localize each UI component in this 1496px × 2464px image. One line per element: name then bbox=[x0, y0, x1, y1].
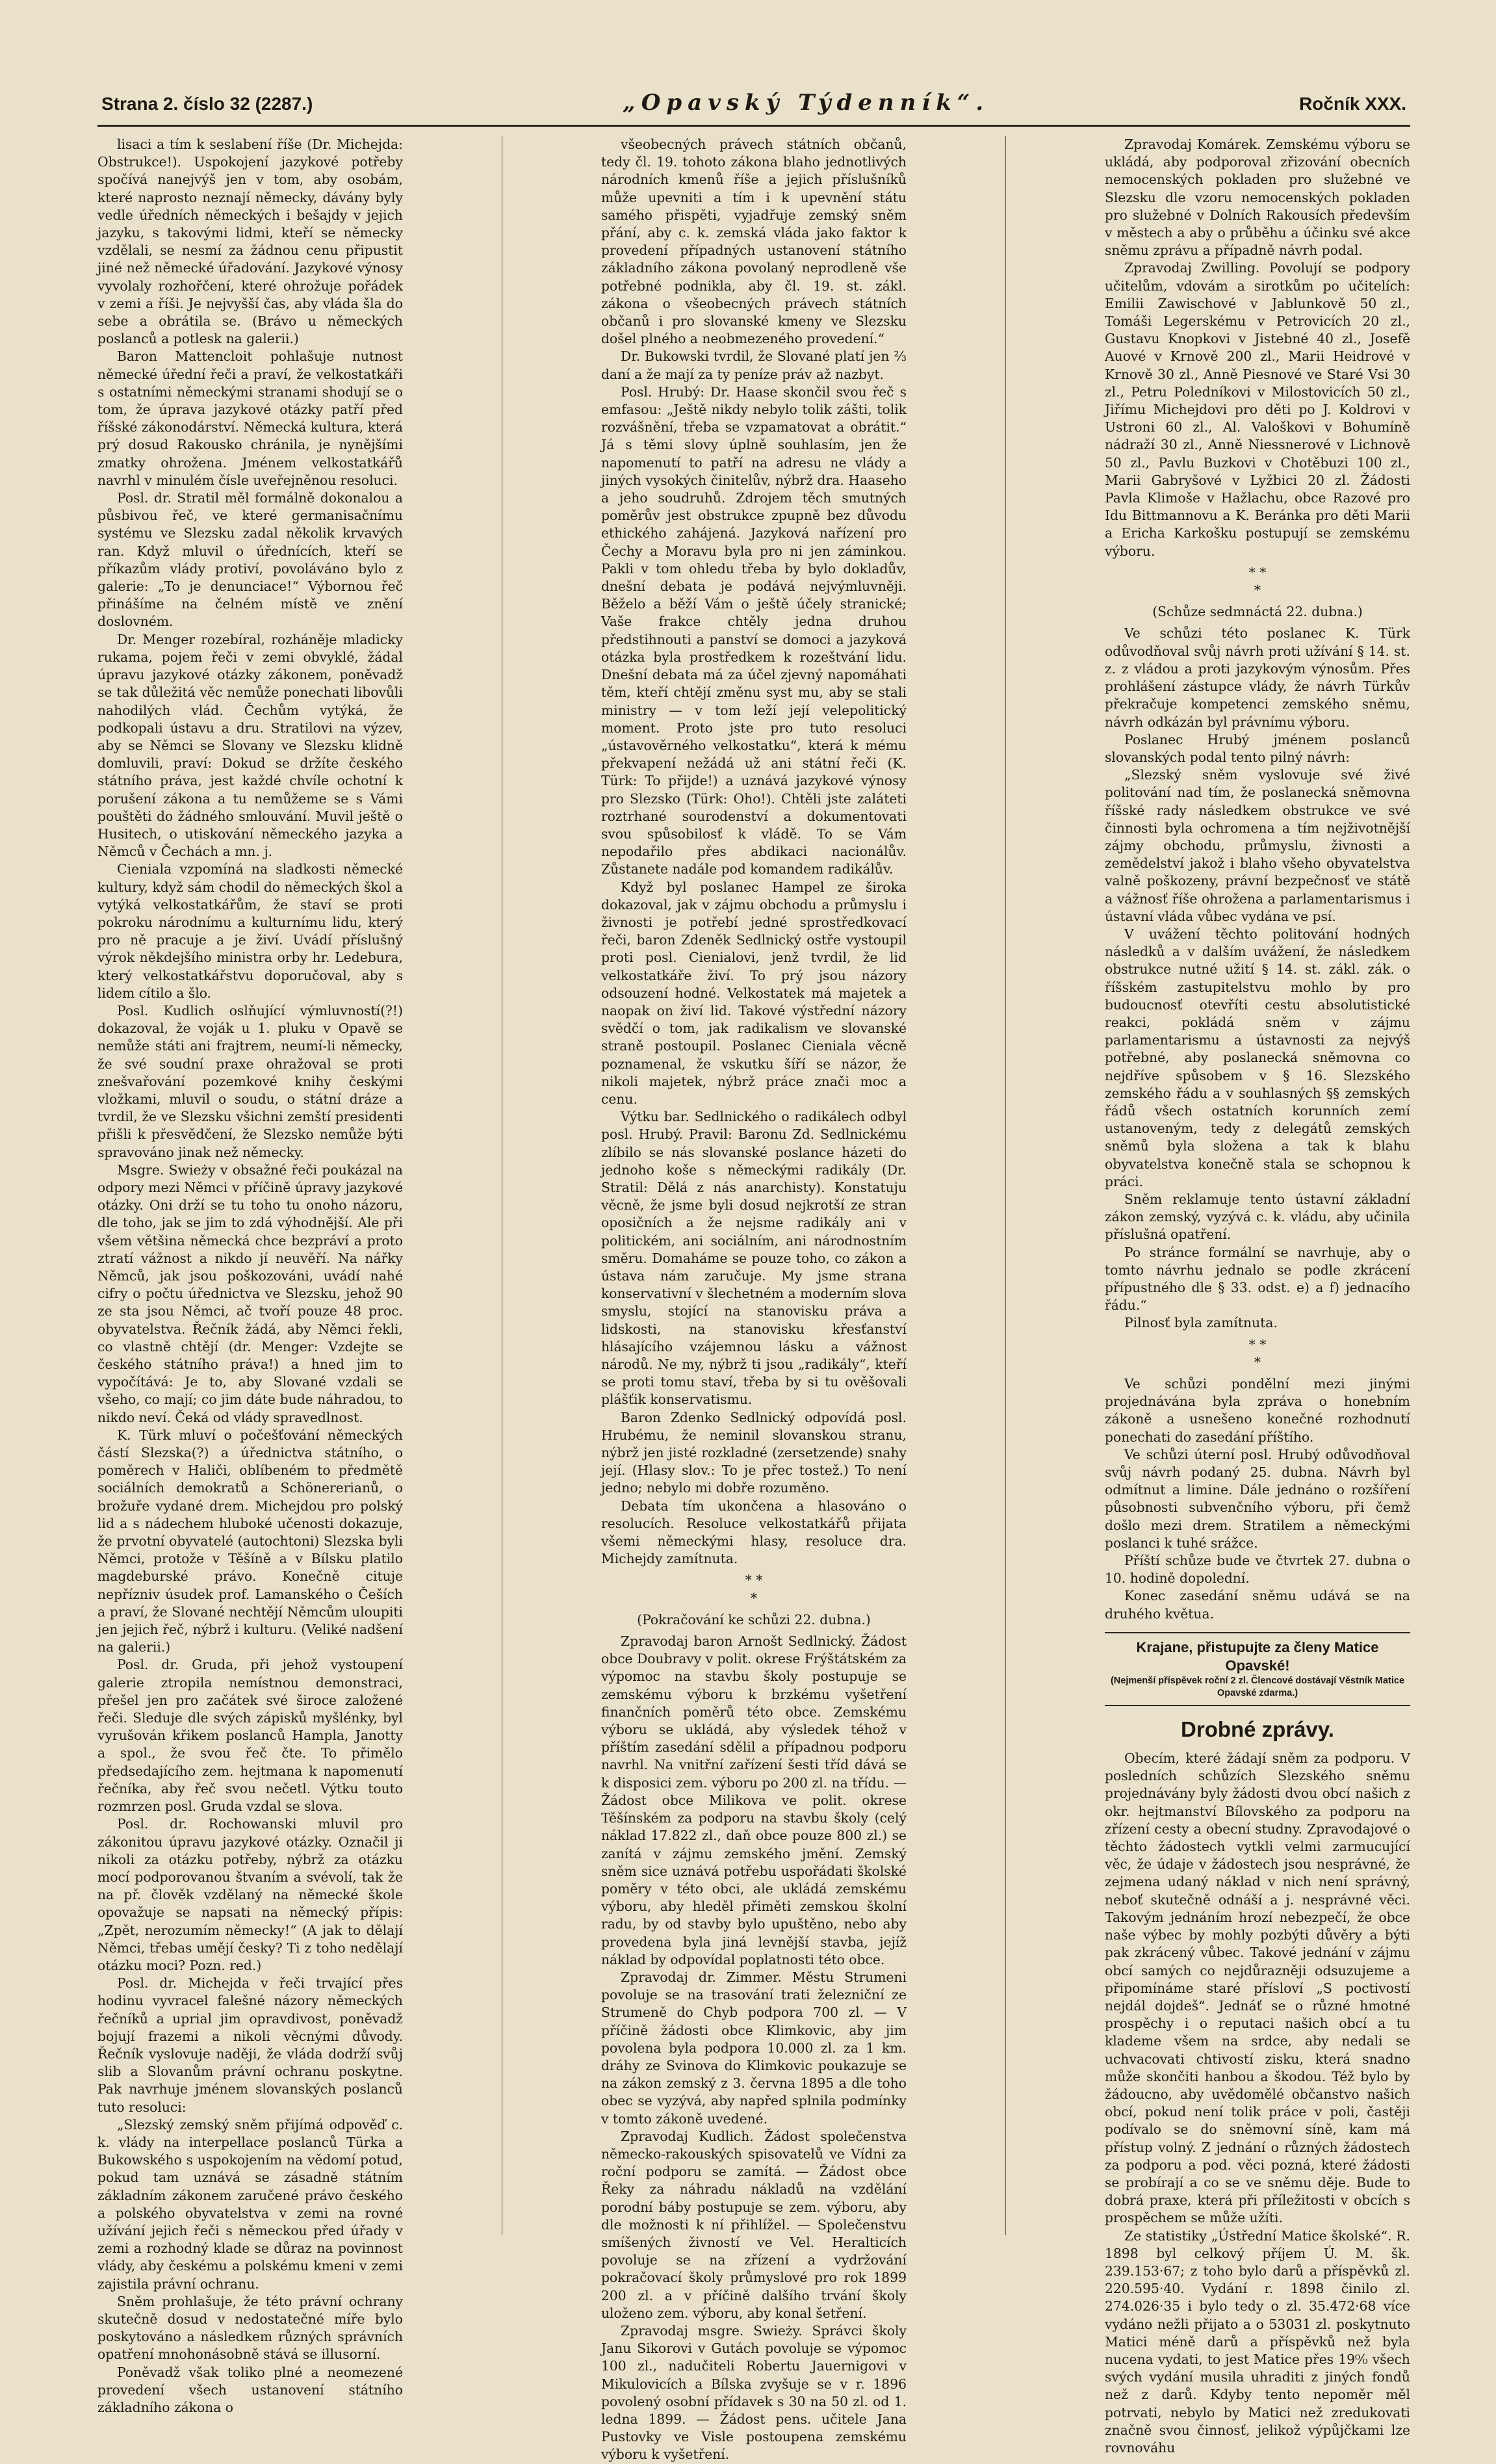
paragraph: Posl. dr. Rochowanski mluvil pro zákonitou úpravu jazykové otázky. Označil ji nikoli za otázku potřeby, nýbrž za otázku mocí podporovanou štvaním a svévolí, tak že na př. člověk vzdělaný na německé škole opovažuje se napsati na německý přípis: „Zpět, nerozumím německy!“ (A jak to dělají Němci, třebas umějí česky? Ti z toho nedělají otázku moci? Pozn. red.) bbox=[97, 1816, 403, 1973]
paragraph: lisaci a tím k seslabení říše (Dr. Michejda: Obstrukce!). Uspokojení jazykové potřeby spočívá nanejvýš jen v tom, aby osobám, které naprosto neznají německy, dávány byly vedle úředních německých i bešajdy v jejich jazyku, s takovými lidmi, kteří se německy vzdělali, se nesmí za žádnou cenu připustit jiné než německé úřadování. Jazykové výnosy vyvolaly rozhořčení, které ohrožuje pořádek v zemi a říši. Je nejvyšší čas, aby vláda šla do sebe a obrátila se. (Brávo u německých poslanců a potlesk na galerii.) bbox=[97, 136, 403, 347]
paragraph: Dr. Menger rozebíral, rozháněje mladicky rukama, pojem řeči v zemi obvyklé, žádal úpravu jazykové otázky zákonem, poněvadž se tak důležitá věc nemůže ponechati libovůli nahodilých vlád. Čechům vytýká, že podkopali ústavu a dru. Stratilovi na výzev, aby se Němci se Slovany ve Slezsku klidně domluvili, praví: Dokud se držíte českého státního práva, jest každé chvíle ochotní k porušení zákona a tu nemůžeme se s Vámi pouštěti do žádného smlouvání. Muvil ještě o Husitech, o utiskování německého jazyka a Němců v Čechách a mn. j. bbox=[97, 631, 403, 860]
paragraph: Zpravodaj Komárek. Zemskému výboru se ukládá, aby podporoval zřizování obecních nemocenských pokladen pro služebné ve Slezsku dle vzoru nemocenských pokladen pro služebné v Dolních Rakousích především v městech a aby o průběhu a účinku své akce sněmu zprávu a případně návrh podal. bbox=[1105, 136, 1410, 259]
column-3-lower bbox=[1105, 1750, 1410, 2457]
section-heading: Drobné zprávy. bbox=[1181, 1717, 1334, 1741]
column-3 bbox=[1105, 136, 1410, 2456]
paragraph: (Schůze sedmnáctá 22. dubna.) bbox=[1152, 604, 1363, 620]
paragraph: Ve schůzi pondělní mezi jinými projednávána byla zpráva o honebním zákoně a usnešeno konečné rozhodnutí ponechati do zasedání příštího. bbox=[1105, 1376, 1410, 1445]
paragraph: Ve schůzi úterní posl. Hrubý odůvodňoval svůj návrh podaný 25. dubna. Návrh byl odmítnut a limine. Dále jednáno o rozšíření působnosti subvenčního výboru, při čemž došlo mezi drem. Stratilem a německými poslanci k tuhé srážce. bbox=[1105, 1446, 1410, 1551]
paragraph: Výtku bar. Sedlnického o radikálech odbyl posl. Hrubý. Pravil: Baronu Zd. Sedlnickému zlíbilo se nás slovanské poslance házeti do jednoho koše s německými radikály (Dr. Stratil: Dělá z nás anarchisty). Konstatuju věcně, že jsme byli dosud nejkrotší ze stran oposičních a že nejsme radikály ani v politickém, ani sociálním, ani národnostním směru. Domaháme se pouze toho, co zákon a ústava nám zaručuje. My jsme strana konservativní v šlechetném a moderním slova smyslu, stojící na stanovisku práva a lidskosti, na stanovisku křesťanství hlásajícího vzájemnou lásku a vážnost národů. Ne my, nýbrž ti jsou „radikály“, kteří se proti tomu staví, třeba by si tu ověšovali plášťik konservatismu. bbox=[601, 1109, 907, 1408]
newspaper-page bbox=[97, 90, 1410, 2463]
article-columns bbox=[97, 136, 1410, 2463]
column-3-upper bbox=[1105, 136, 1410, 1623]
paragraph: „Slezský zemský sněm přijímá odpověď c. k. vlády na interpellace poslanců Türka a Bukowského s uspokojením na vědomí potud, pokud tam uznává se zásadně státním základním zákonem zaručené právo českého a polského obyvatelstva v zemi na rovné užívání jejich řeči s německou před úřady v zemi a rozhodný klade se důraz na povinnost vlády, aby českému a polskému kmeni v zemi zajistila právní ochranu. bbox=[97, 2116, 403, 2292]
paragraph: Posl. dr. Michejda v řeči trvající přes hodinu vyvracel falešné názory německých řečníků a uprial jim opravdivost, poněvadž bojují frazemi a nikoli věcnými důvody. Řečník vyslovuje naději, že vláda dodrží svůj slib a Slovanům právní ochranu poskytne. Pak navrhuje jménem slovanských poslanců tuto resoluci: bbox=[97, 1975, 403, 2115]
paragraph: K. Türk mluví o počešťování německých částí Slezska(?) a úřednictva státního, o poměrech v Haliči, oblíbeném to předmětě sociálních demokratů a Schönererianů, o brožuře vydané drem. Michejdou pro polský lid a s nádechem hluboké učenosti dokazuje, že prvotní obyvatelé (autochtoni) Slezska byli Němci, protože v Těšíně a v Bílsku platilo magdeburské právo. Konečně cituje nepřízniv úsudek prof. Lamanského o Češích a praví, že Slované nechtějí Němcům uloupiti jen jejich řeč, nýbrž i kulturu. (Veliké nadšení na galerii.) bbox=[97, 1427, 403, 1655]
page-header bbox=[97, 90, 1410, 127]
paragraph: Ve schůzi této poslanec K. Türk odůvodňoval svůj návrh proti užívání § 14. st. z. z vládou a proti jazykovým výnosům. Přes prohlášení zástupce vlády, že návrh Türkův překračuje kompetenci zemského sněmu, návrh odkázán byl právnímu výboru. bbox=[1105, 625, 1410, 730]
paragraph: Zpravodaj dr. Zimmer. Městu Strumeni povoluje se na trasování trati železniční ze Strumeně do Chyb podpora 700 zl. — V příčině žádosti obce Klimkovic, aby jim povolena byla podpora 10.000 zl. za 1 km. dráhy ze Svinova do Klimkovic poukazuje se na zákon zemský z 3. června 1895 a dle toho obec se vyzývá, aby napřed splnila podmínky v tomto zákoně uvedené. bbox=[601, 1969, 907, 2127]
paragraph: Ze statistiky „Ústřední Matice školské“. R. 1898 byl celkový příjem Ú. M. šk. 239.153·67; z toho bylo darů a příspěvků zl. 220.595·40. Vydání r. 1898 činilo zl. 274.026·35 i bylo tedy o zl. 35.472·68 více vydáno nežli přijato a o 53031 zl. poskytnuto Matici méně darů a příspěvků než byla nucena vydati, to jest Matice přes 19⁰⁄₀ všech svých vydání musila uhraditi z jiných fondů než z darů. Kdyby tento nepoměr měl potrvati, nebylo by Matici než zredukovati značně svou činnosť, jelikož výpůjčkami lze rovnováhu bbox=[1105, 2227, 1410, 2456]
notice-title: Krajane, přistupujte za členy Matice Opavské! bbox=[1136, 1639, 1379, 1674]
paragraph: * * * bbox=[745, 1572, 763, 1606]
paragraph: Baron Zdenko Sedlnický odpovídá posl. Hrubému, že neminil slovanskou stranu, nýbrž jen jisté rozkladné (zersetzende) snahy její. (Hlasy slov.: To je přec tostež.) To není jedno; nebylo mi dobře rozuměno. bbox=[601, 1409, 907, 1496]
page-number: Strana 2. číslo 32 (2287.) bbox=[101, 94, 313, 114]
paragraph: (Pokračování ke schůzi 22. dubna.) bbox=[637, 1611, 871, 1628]
paragraph: Konec zasedání sněmu udává se na druhého květua. bbox=[1105, 1588, 1410, 1622]
paragraph: Dr. Bukowski tvrdil, že Slované platí jen ⅔ daní a že mají za ty peníze práv až nazbyt. bbox=[601, 348, 907, 382]
paragraph: „Slezský sněm vyslovuje své živé politování nad tím, že poslanecká sněmovna říšské rady následkem obstrukce ve své činnosti byla ochromena a tím nejživotnější zájmy obchodu, průmyslu, živnosti a zemědelství jakož i blaho všeho obyvatelstva valně poškozeny, právní bezpečnosť ve státě a vážnosť říše ohrožena a parlamentarismus i ústavní vláda vůbec vydána ve psí. bbox=[1105, 767, 1410, 924]
paragraph: Příští schůze bude ve čtvrtek 27. dubna o 10. hodině dopolední. bbox=[1105, 1553, 1410, 1587]
paragraph: Debata tím ukončena a hlasováno o resolucích. Resoluce velkostatkářů přijata všemi německými hlasy, resoluce dra. Michejdy zamítnuta. bbox=[601, 1498, 907, 1567]
paragraph: Zpravodaj baron Arnošt Sedlnický. Žádost obce Doubravy v polit. okrese Frýštátském za výpomoc na stavbu školy postupuje se zemskému výboru k brzkému vyšetření finančních poměrů této obce. Zemskému výboru se ukládá, aby výsledek téhož v příštím zasedání sdělil a případnou podporu navrhl. Na vnitřní zařízení šesti tříd dává se k disposici zem. výboru po 200 zl. na třídu. — Žádost obce Milikova ve polit. okrese Těšínském za podporu na stavbu školy (celý náklad 17.822 zl., daň obce pouze 800 zl.) se zanítá v zájmu zemského jmění. Zemský sněm sice uznává potřebu uspořádati školské poměry v této obci, ale ukládá zemskému výboru, aby hleděl přiměti zemskou školní radu, by od stavby bylo upuštěno, nebo aby provedena byla jiná levnější stavba, jejíž náklad by odpovídal poplatnosti této obce. bbox=[601, 1633, 907, 1967]
column-2 bbox=[601, 136, 907, 2463]
volume-number: Ročník XXX. bbox=[1299, 94, 1406, 114]
paragraph: Zpravodaj Kudlich. Žádost společenstva německo-rakouských spisovatelů ve Vídni za roční podporu se zamítá. — Žádost obce Řeky za náhradu nákladů na vzdělání porodní báby postupuje se zem. výboru, aby dle možnosti k ní přihlížel. — Společenstvu smíšených živností ve Vel. Heralticích povoluje se na zřízení a vydržování pokračovací školy průmyslové pro rok 1899 200 zl. a v příčině dalšího trvání školy uloženo zem. výboru, aby konal šetření. bbox=[601, 2128, 907, 2321]
paragraph: Baron Mattencloit pohlašuje nutnost německé úřední řeči a praví, že velkostatkáři s ostatními německými stranami shodují se o tom, že úprava jazykové otázky patří před říšské zákonodárství. Německá kultura, která prý dosud Rakousko chránila, je nynějšími zmatky ohrožena. Jménem velkostatkářů navrhl v minulém čísle uveřejněnou resoluci. bbox=[97, 348, 403, 488]
paragraph: Sněm reklamuje tento ústavní základní zákon zemský, vyzývá c. k. vládu, aby učinila příslušná opatření. bbox=[1105, 1191, 1410, 1243]
paragraph: V uvážení těchto politování hodných následků a v dalším uvážení, že následkem obstrukce nutné užití § 14. st. zákl. zák. o říšském zastupitelstvu mohlo by pro budoucnosť otevříti cestu absolutistické reakci, pokládá sněm v zájmu parlamentarismu a ústavnosti za nejvýš potřebné, aby poslanecká sněmovna co nejdříve spůsobem v § 16. Slezského zemského řádu a v souhlasných §§ zemských řádů všech ostatních korunních zemí ustanoveným, tedy z delegátů zemských sněmů byla složena a tak k blahu obyvatelstva konečně stala se schopnou k práci. bbox=[1105, 926, 1410, 1189]
paragraph: Poslanec Hrubý jménem poslanců slovanských podal tento pilný návrh: bbox=[1105, 731, 1410, 765]
paragraph: Poněvadž však toliko plné a neomezené provedení všech ustanovení státního základního zákona o bbox=[97, 2364, 403, 2415]
paragraph: Posl. Kudlich oslňující výmluvností(?!) dokazoval, že voják u 1. pluku v Opavě se nemůže státi ani frajtrem, neumí-li německy, že své soudní praxe ohražoval se proti znešvařování pozemkové knihy českými vložkami, mluvil o soudu, o státní dráze a tvrdil, že ve Slezsku všichni zemští presidenti přišli k přesvědčení, že Slezsko nemůže býti spravováno jinak než německy. bbox=[97, 1002, 403, 1160]
paragraph: Pilnosť byla zamítnuta. bbox=[1124, 1315, 1278, 1331]
paragraph: Msgre. Swieży v obsažné řeči poukázal na odpory mezi Němci v příčině úpravy jazykové otázky. Oni drží se tu toho tu onoho názoru, dle toho, jak se jim to zdá výhodnější. Ale při všem většina německá chce bezpráví a proto ztratí vážnost a nikdo jí neuvěří. Na nářky Němců, jak jsou poškozováni, uvádí nahé cifry o počtu úřednictva ve Slezsku, jehož 90 ze sta jsou Němci, ač tvoří pouze 48 proc. obyvatelstva. Řečník žádá, aby Němci řekli, co vlastně chtějí (dr. Menger: Vzdejte se českého státního práva!) a hned jim to vypočítává: Je to, aby Slované vzdali se všeho, co mají; co jim dáte bude náhradou, to nikdo neví. Čeká od vlády spravedlnost. bbox=[97, 1161, 403, 1425]
paragraph: * * * bbox=[1248, 1336, 1267, 1370]
paragraph: Po stránce formální se navrhuje, aby o tomto návrhu jednalo se podle zkrácení přípustného dle § 33. odst. e) a f) jednacího řádu.“ bbox=[1105, 1244, 1410, 1314]
paragraph: Zpravodaj msgre. Swieży. Správci školy Janu Sikorovi v Gutách povoluje se výpomoc 100 zl., nadučiteli Robertu Jauernigovi v Mikulovicích a Bílska zvyšuje se v r. 1896 povolený osobní přídavek s 30 na 50 zl. od 1. ledna 1899. — Žádost pens. učitele Jana Pustovky ve Visle postoupena zemskému výboru k vyšetření. bbox=[601, 2322, 907, 2463]
paragraph: Zpravodaj Zwilling. Povolují se podpory učitelům, vdovám a sirotkům po učitelích: Emilii Zawischové v Jablunkově 50 zl., Tomáši Legerskému v Petrovicích 20 zl., Gustavu Knopkovi v Jistebné 40 zl., Josefě Auové v Krnově 200 zl., Marii Heidrové v Krnově 30 zl., Anně Piesnové ve Staré Vsi 30 zl., Petru Poledníkovi v Milostovicích 50 zl., Jiřímu Michejdovi pro děti po J. Koldrovi v Ustroni 60 zl., Al. Valoškovi v Bohumíně nádraží 30 zl., Anně Niessnerové v Lichnově 50 zl., Pavlu Buzkovi v Chotěbuzi 100 zl., Marii Gabryšové v Lyžbici 20 zl. Žádosti Pavla Klimoše v Hažlachu, obce Razové pro Idu Bittmannovu a K. Beránka pro děti Marii a Ericha Karkošku postupují se zemskému výboru. bbox=[1105, 260, 1410, 559]
paragraph: Posl. dr. Gruda, při jehož vystoupení galerie ztropila nemístnou demonstraci, přešel jen pro začátek své široce založené řeči. Sleduje dle svých zápisků myšlénky, byl vyrušován křikem poslanců Hampla, Janotty a spol., že svou řeč čte. To přimělo předsedajícího zem. hejtmana k napomenutí řečníka, aby řeč svou nečetl. Výtku touto rozmrzen posl. Gruda vzdal se slova. bbox=[97, 1657, 403, 1815]
newspaper-title: „Opavský Týdenník“. bbox=[623, 90, 990, 116]
column-divider bbox=[1005, 136, 1006, 2235]
paragraph: Obecím, které žádají sněm za podporu. V posledních schůzích Slezského sněmu projednávány byly žádosti dvou obcí našich z okr. hejtmanství Bílovského za podporu na zřízení cesty a obecní studny. Zpravodajové o těchto žádostech vytkli velmi zarmucující věc, že údaje v žádostech jsou nesprávné, že zejmena udaný náklad v nich není správný, neboť skutečně odnáší a j. nesprávné věci. Takovým jednáním hrozí nebezpečí, že obce naše výbec by mohly pozbýti důvěry a býti pak zkrácený vůbec. Takové jednání v zájmu obcí samých co nejdůrazněji odsuzujeme a připomínáme staré přísloví „S poctivostí nejdál dojdeš“. Jednáť se o různé hmotné prospěchy i o reputaci našich obcí a tu klademe všem na srdce, aby nedali se uchvacovati chtivostí zisku, která snadno může skončiti hanbou a škodou. Též bylo by žádoucno, aby uvědomělé občanstvo našich obcí, pokud není tolik práce v poli, častěji podívalo se do sněmovní síně, kam má přístup volný. Z jednání o různých žádostech za podporu a pod. věci pozná, které žádosti se probírají a co se ve sněmu děje. Bude to dobrá praxe, která při příležitosti v obcích s prospěchem se může užíti. bbox=[1105, 1750, 1410, 2226]
paragraph: Když byl poslanec Hampel ze široka dokazoval, jak v zájmu obchodu a průmyslu i živnosti je potřebí jedné sprostředkovací řeči, baron Zdeněk Sedlnický ostře vystoupil proti posl. Cienialovi, jenž tvrdil, že lid velkostatkáře živí. To prý jsou názory odsouzení hodné. Velkostatek má majetek a naopak on živí lid. Takové výstřední názory svědčí o tom, jak radikalism ve slovanské straně postoupil. Poslanec Cieniala věcně poznamenal, že vskutku šíří se názor, že nikoli majetek, nýbrž práce znači moc a cenu. bbox=[601, 879, 907, 1107]
paragraph: Posl. Hrubý: Dr. Haase skončil svou řeč s emfasou: „Ještě nikdy nebylo tolik zášti, tolik rozvášnění, třeba se vzpamatovat a obrátit.“ Já s těmi slovy úplně souhlasím, jen že napomenutí to patří na adresu ne vlády a jiných vysokých činitelův, nýbrž dra. Haaseho a jeho soudruhů. Zdrojem těch smutných poměrův jest obstrukce zpupně bez důvodu ethického zahájená. Jazyková nařízení pro Čechy a Moravu byla pro ni jen záminkou. Pakli v tom ohledu třeba by bylo dokladův, dnešní debata je podává nejvýmluvněji. Běželo a běží Vám o ještě účely stranické; Vaše frakce chtěly jedna druhou předstihnouti a panství se domoci a jazyková otázka byla prostředkem k rozeštvání lidu. Dnešní debata má za účel zjevný napomáhati těm, kteří chtějí změnu syst mu, aby se stali ministry — v tom leží její velepolitický moment. Proto jste pro tuto resoluci „ústavověrného velkostatku“, která k mému překvapení nežádá už ani státní řeči (K. Türk: To přijde!) a uznává jazykové výnosy pro Slezsko (Türk: Oho!). Chtěli jste zaláteti roztrhané sourodenství a dokumentovati svou spůsobilosť k vládě. To se Vám nepodařilo přes abdikaci nacionálův. Zůstanete nadále pod komandem radikálův. bbox=[601, 383, 907, 877]
paragraph: Cieniala vzpomíná na sladkosti německé kultury, když sám chodil do německých škol a vytýká velkostatkářům, že staví se proti pokroku národnímu a kulturnímu lidu, který pro ně pracuje a je živí. Uvádí příslušný výrok někdejšího ministra orby hr. Ledebura, který velkostatkářstvu doporučoval, aby s lidem cítilo a šlo. bbox=[97, 861, 403, 1001]
notice-subtitle: (Nejmenší příspěvek roční 2 zl. Člencové dostávají Věstník Matice Opavské zdarma.) bbox=[1110, 1675, 1405, 1698]
paragraph: Posl. dr. Stratil měl formálně dokonalou a půsbivou řeč, ve které germanisačnímu systému ve Slezsku zadal několik krvavých ran. Když mluvil o úřednících, kteří se příkazům vlády protiví, povoláváno bylo z galerie: „To je denunciace!“ Výbornou řeč přinášíme na čelném místě ve znění doslovném. bbox=[97, 490, 403, 630]
paragraph: Sněm prohlašuje, že této právní ochrany skutečně dosud v nedostatečné míře bylo poskytováno a následkem různých správních opatření mnohonásobně stává se illusorní. bbox=[97, 2293, 403, 2363]
column-1 bbox=[97, 136, 403, 2415]
paragraph: * * * bbox=[1248, 564, 1267, 599]
paragraph: všeobecných právech státních občanů, tedy čl. 19. tohoto zákona blaho jednotlivých národních kmenů říše a jejich příslušníků může upevniti a tím i k upevnění státu samého přispěti, vyjadřuje zemský sněm přání, aby c. k. zemská vláda jako faktor k provedení případných ustanovení státního základního zákona povolaný neprodleně vše potřebné podnikla, aby čl. 19. st. zákl. zákona o všeobecných právech státních občanů i pro slovanské kmeny ve Slezsku došel plného a neobmezeného provedení.“ bbox=[601, 136, 907, 347]
matice-notice bbox=[1105, 1632, 1410, 1706]
